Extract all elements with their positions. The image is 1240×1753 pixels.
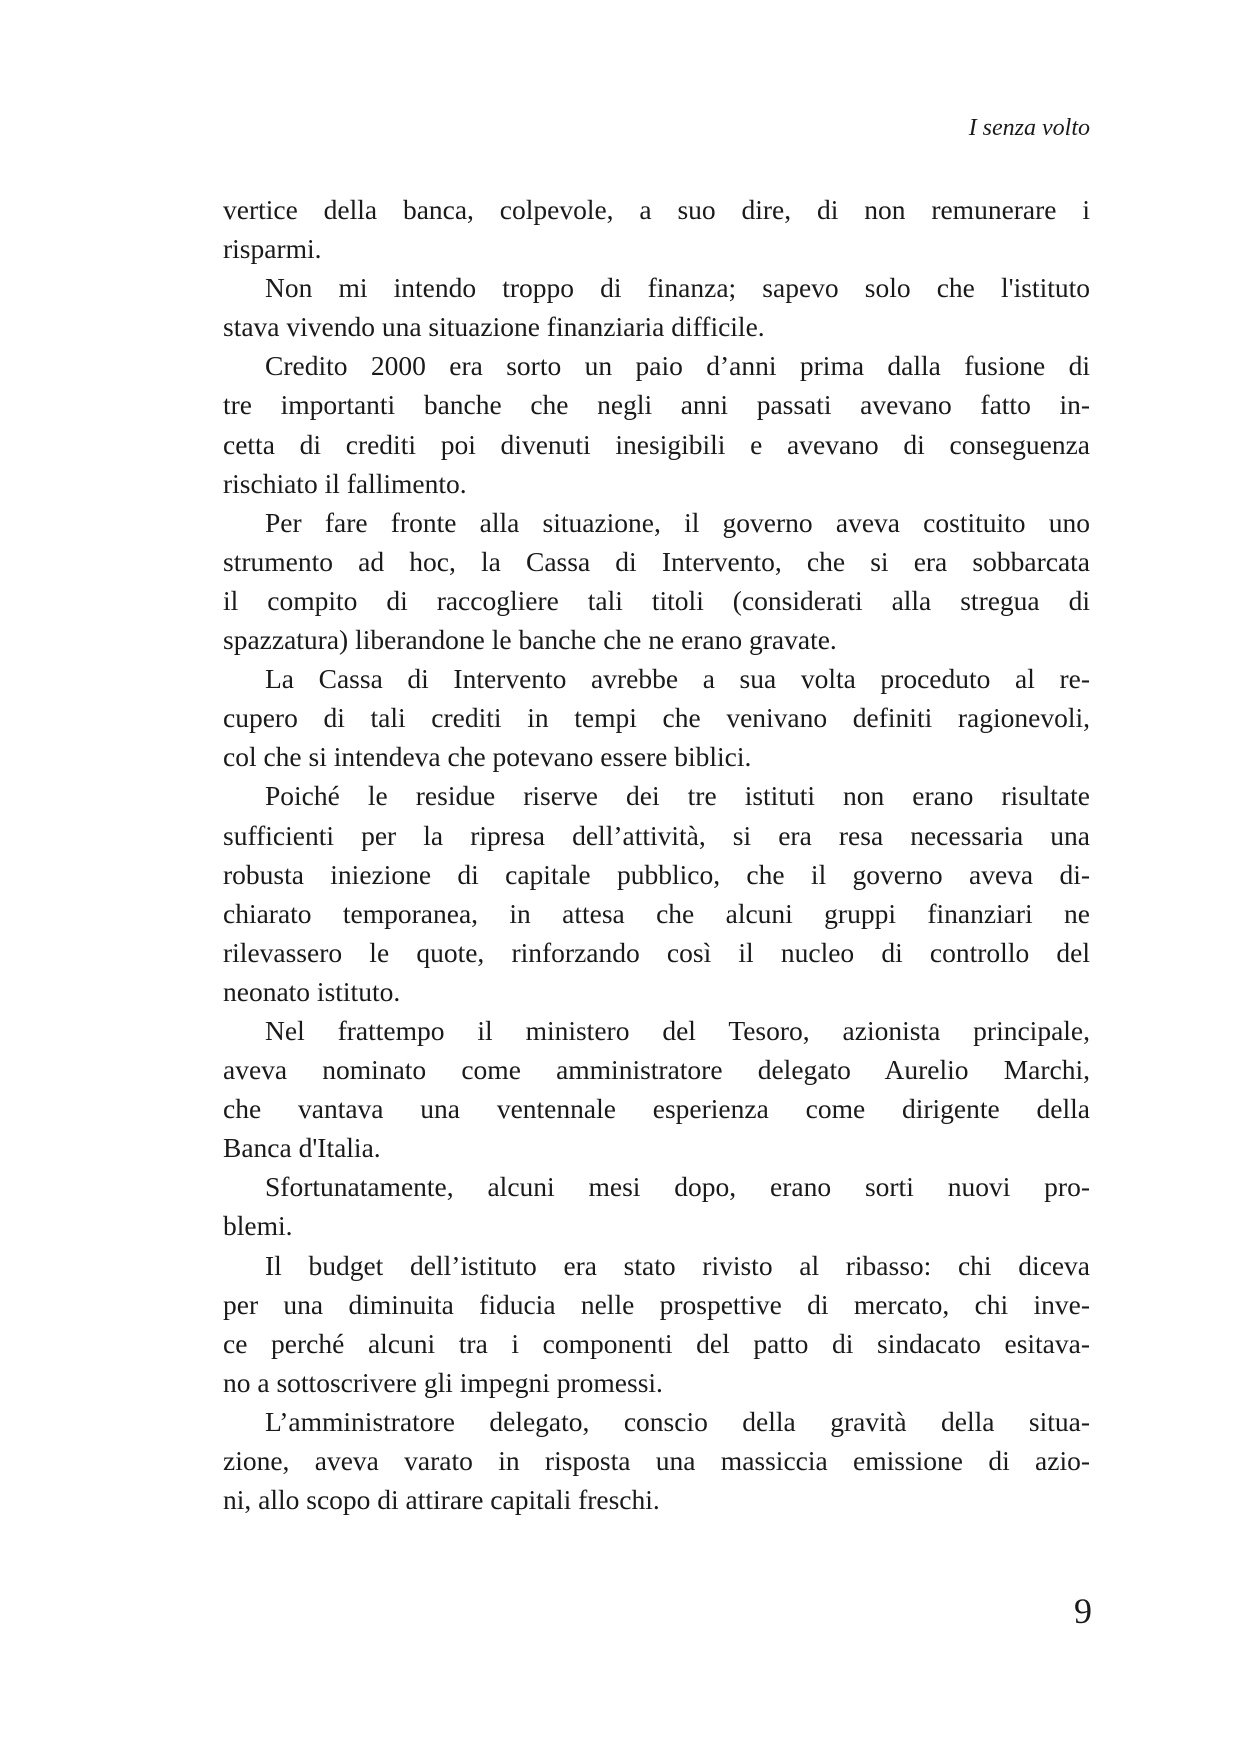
text-line: per una diminuita fiducia nelle prospettive di mercato, chi inve- xyxy=(223,1288,1090,1320)
text-line: blemi. xyxy=(223,1210,293,1242)
body-text xyxy=(223,190,1090,1519)
text-line: il compito di raccogliere tali titoli (considerati alla stregua di xyxy=(223,584,1090,616)
text-line: ni, allo scopo di attirare capitali freschi. xyxy=(223,1484,660,1516)
text-line: Poiché le residue riserve dei tre istituti non erano risultate xyxy=(265,780,1090,812)
text-line: Sfortunatamente, alcuni mesi dopo, erano sorti nuovi pro- xyxy=(265,1171,1090,1203)
paragraph xyxy=(223,190,1090,268)
text-line: Credito 2000 era sorto un paio d’anni prima dalla fusione di xyxy=(265,350,1090,382)
text-line: Il budget dell’istituto era stato rivisto al ribasso: chi diceva xyxy=(265,1249,1090,1281)
text-line: Banca d'Italia. xyxy=(223,1132,381,1164)
text-line: col che si intendeva che potevano essere biblici. xyxy=(223,741,752,773)
text-line: vertice della banca, colpevole, a suo dire, di non remunerare i xyxy=(223,194,1090,225)
text-line: no a sottoscrivere gli impegni promessi. xyxy=(223,1366,663,1398)
text-line: che vantava una ventennale esperienza come dirigente della xyxy=(223,1093,1090,1125)
text-line: strumento ad hoc, la Cassa di Intervento, che si era sobbarcata xyxy=(223,545,1090,577)
text-line: La Cassa di Intervento avrebbe a sua volta proceduto al re- xyxy=(265,663,1090,695)
text-line: cetta di crediti poi divenuti inesigibili e avevano di conseguenza xyxy=(223,428,1090,460)
text-line: risparmi. xyxy=(223,233,322,265)
text-line: rilevassero le quote, rinforzando così il nucleo di controllo del xyxy=(223,936,1090,968)
text-line: chiarato temporanea, in attesa che alcuni gruppi finanziari ne xyxy=(223,897,1090,929)
text-line: aveva nominato come amministratore delegato Aurelio Marchi, xyxy=(223,1054,1090,1086)
text-line: neonato istituto. xyxy=(223,975,401,1007)
paragraph xyxy=(223,1167,1090,1245)
paragraph xyxy=(223,503,1090,659)
text-line: ce perché alcuni tra i componenti del patto di sindacato esitava- xyxy=(223,1327,1090,1359)
paragraph xyxy=(223,659,1090,776)
text-line: stava vivendo una situazione finanziaria difficile. xyxy=(223,311,765,343)
text-line: tre importanti banche che negli anni passati avevano fatto in- xyxy=(223,389,1090,421)
text-line: cupero di tali crediti in tempi che venivano definiti ragionevoli, xyxy=(223,702,1090,734)
paragraph xyxy=(223,1011,1090,1167)
text-line: rischiato il fallimento. xyxy=(223,467,467,499)
page-number: 9 xyxy=(1074,1591,1092,1631)
text-line: robusta iniezione di capitale pubblico, che il governo aveva di- xyxy=(223,858,1090,890)
text-line: Non mi intendo troppo di finanza; sapevo solo che l'istituto xyxy=(265,272,1090,304)
running-head-title: I senza volto xyxy=(968,115,1090,141)
text-line: zione, aveva varato in risposta una massiccia emissione di azio- xyxy=(223,1445,1090,1476)
text-line: sufficienti per la ripresa dell’attività, si era resa necessaria una xyxy=(223,819,1090,851)
paragraph xyxy=(223,346,1090,502)
paragraph xyxy=(223,268,1090,346)
text-line: Nel frattempo il ministero del Tesoro, azionista principale, xyxy=(265,1014,1090,1046)
text-line: Per fare fronte alla situazione, il governo aveva costituito uno xyxy=(265,506,1090,538)
paragraph xyxy=(223,776,1090,1011)
text-line: L’amministratore delegato, conscio della gravità della situa- xyxy=(265,1405,1090,1437)
paragraph xyxy=(223,1402,1090,1519)
text-line: spazzatura) liberandone le banche che ne erano gravate. xyxy=(223,624,837,656)
paragraph xyxy=(223,1246,1090,1402)
